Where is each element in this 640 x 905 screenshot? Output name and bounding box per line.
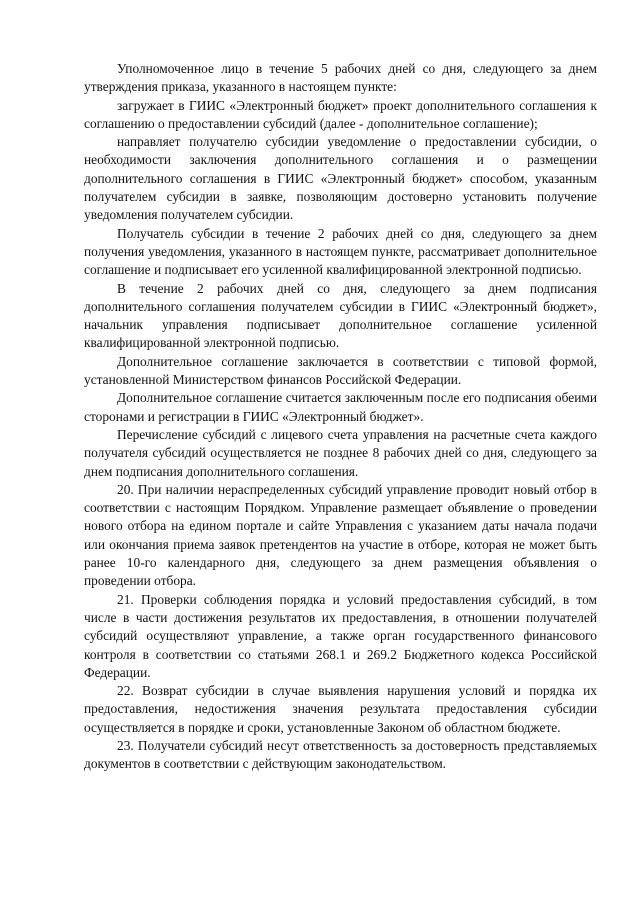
paragraph: Уполномоченное лицо в течение 5 рабочих дней со дня, следующего за днем утверждения приказа, указанного в настоящем пункте: xyxy=(84,61,597,95)
paragraph: Перечисление субсидий с лицевого счета управления на расчетные счета каждого получателя субсидий осуществляется не позднее 8 рабочих дней со дня, следующего за днем подписания дополнительного соглашения. xyxy=(84,426,597,479)
paragraph-item-20: 20. При наличии нераспределенных субсидий управление проводит новый отбор в соответствии с настоящим Порядком. Управление размещает объявление о проведении нового отбора на едином портале и сайте Управления с указанием даты начала подачи или окончания приема заявок претендентов на участие в отборе, которая не может быть ранее 10-го календарного дня, следующего за днем размещения объявления о проведении отбора. xyxy=(84,481,597,589)
paragraph-item-23: 23. Получатели субсидий несут ответственность за достоверность представляемых документов в соответствии с действующим законодательством. xyxy=(84,737,597,772)
paragraph-item-22: 22. Возврат субсидии в случае выявления нарушения условий и порядка их предоставления, недостижения значения результата предоставления субсидии осуществляется в порядке и сроки, установленные Законом об областном бюджете. xyxy=(84,683,597,735)
paragraph: Дополнительное соглашение считается заключенным после его подписания обеими сторонами и регистрации в ГИИС «Электронный бюджет». xyxy=(84,390,597,424)
paragraph: загружает в ГИИС «Электронный бюджет» проект дополнительного соглашения к соглашению о предоставлении субсидий (далее - дополнительное соглашение); xyxy=(84,97,597,131)
paragraph: направляет получателю субсидии уведомление о предоставлении субсидии, о необходимости заключения дополнительного соглашения и о размещении дополнительного соглашения в ГИИС «Электронный бюджет» способом, указанным получателем субсидии в заявке, позволяющим достоверно установить получение уведомления получателем субсидии. xyxy=(84,134,597,223)
paragraph: В течение 2 рабочих дней со дня, следующего за днем подписания дополнительного соглашения получателем субсидии в ГИИС «Электронный бюджет», начальник управления подписывает дополнительное соглашение усиленной квалифицированной электронной подписью. xyxy=(84,280,597,351)
paragraph-item-21: 21. Проверки соблюдения порядка и условий предоставления субсидий, в том числе в части достижения результатов их предоставления, в отношении получателей субсидий осуществляют управление, а также орган государственного финансового контроля в соответствии со статьями 268.1 и 269.2 Бюджетного кодекса Российской Федерации. xyxy=(84,591,597,680)
paragraph: Дополнительное соглашение заключается в соответствии с типовой формой, установленной Министерством финансов Российской Федерации. xyxy=(84,353,597,388)
paragraph: Получатель субсидии в течение 2 рабочих дней со дня, следующего за днем получения уведомления, указанного в настоящем пункте, рассматривает дополнительное соглашение и подписывает его усиленной квалифицированной электронной подписью. xyxy=(84,225,597,278)
